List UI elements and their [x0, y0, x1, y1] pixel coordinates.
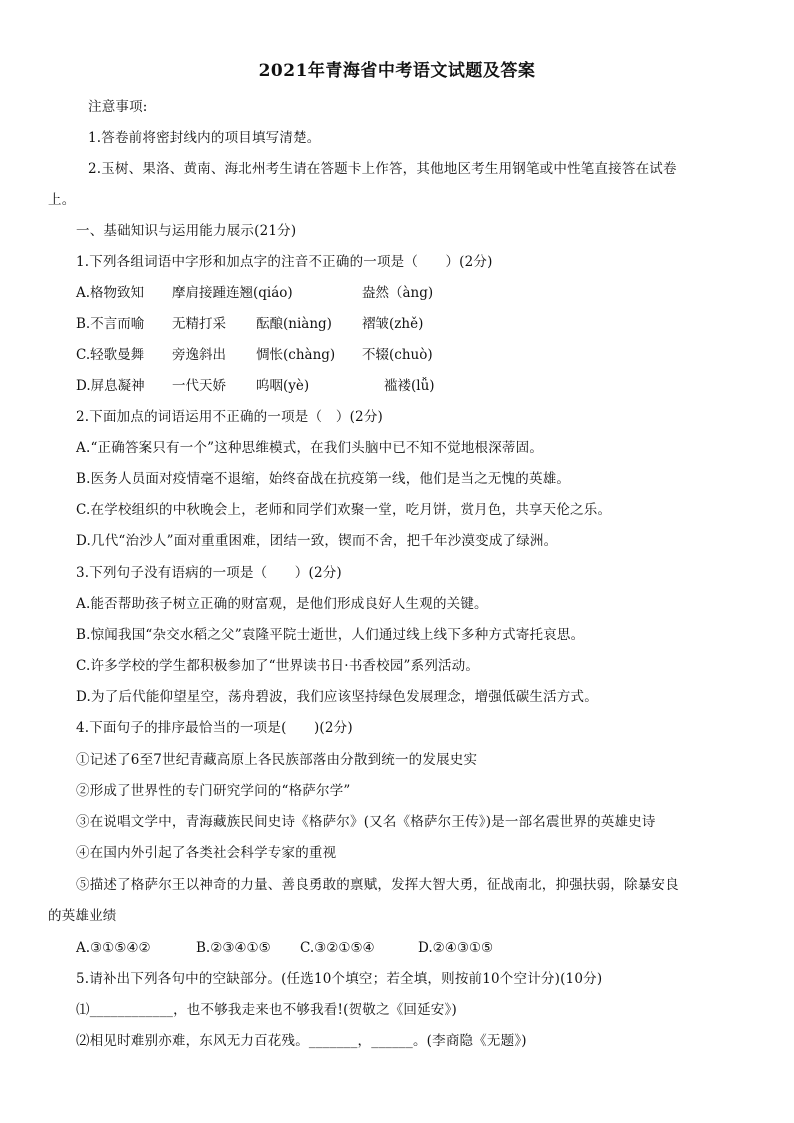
- q1-option-c-word4: 不辍(chuò): [362, 347, 433, 363]
- q4-item-3: ③在说唱文学中，青海藏族民间史诗《格萨尔》(又名《格萨尔王传》)是一部名震世界的英雄史诗: [76, 814, 656, 830]
- notice-item-1: 1.答卷前将密封线内的项目填写清楚。: [88, 130, 321, 146]
- q2-option-b: B.医务人员面对疫情毫不退缩，始终奋战在抗疫第一线，他们是当之无愧的英雄。: [76, 471, 571, 487]
- question-3-stem: 3.下列句子没有语病的一项是（ ）(2分): [76, 565, 342, 581]
- q4-item-2: ②形成了世界性的专门研究学问的“格萨尔学”: [76, 783, 351, 799]
- q4-choice-d: D.②④③①⑤: [418, 940, 494, 956]
- q2-option-d: D.几代“治沙人”面对重重困难，团结一致，锲而不舍，把千年沙漠变成了绿洲。: [76, 533, 558, 549]
- q3-option-b: B.惊闻我国“杂交水稻之父”袁隆平院士逝世，人们通过线上线下多种方式寄托哀思。: [76, 627, 585, 643]
- q3-option-c: C.许多学校的学生都积极参加了“世界读书日·书香校园”系列活动。: [76, 658, 480, 674]
- q2-option-c: C.在学校组织的中秋晚会上，老师和同学们欢聚一堂，吃月饼，赏月色，共享天伦之乐。: [76, 502, 612, 518]
- q1-option-a-word1: A.格物致知: [76, 285, 145, 301]
- q1-option-d-word3: 呜咽(yè): [256, 378, 310, 394]
- q1-option-b-word4: 褶皱(zhě): [362, 316, 424, 332]
- question-1-stem: 1.下列各组词语中字形和加点字的注音不正确的一项是（ ）(2分): [76, 254, 493, 270]
- q1-option-c-word3: 惆怅(chàng): [256, 347, 336, 363]
- q2-option-a: A.“正确答案只有一个”这种思维模式，在我们头脑中已不知不觉地根深蒂固。: [76, 440, 544, 456]
- q3-option-d: D.为了后代能仰望星空，荡舟碧波，我们应该坚持绿色发展理念，增强低碳生活方式。: [76, 689, 598, 705]
- question-4-stem: 4.下面句子的排序最恰当的一项是( )(2分): [76, 720, 353, 736]
- q4-item-4: ④在国内外引起了各类社会科学专家的重视: [76, 845, 337, 861]
- q1-option-b-word2: 无精打采: [172, 316, 226, 332]
- q4-choice-c: C.③②①⑤④: [300, 940, 375, 956]
- q5-item-1: ⑴____________，也不够我走来也不够我看!(贺敬之《回延安》): [76, 1002, 457, 1018]
- q1-option-a-word3: 盎然（àng): [362, 285, 434, 301]
- notice-heading: 注意事项:: [88, 99, 148, 115]
- q3-option-a: A.能否帮助孩子树立正确的财富观，是他们形成良好人生观的关键。: [76, 596, 488, 612]
- q4-choice-a: A.③①⑤④②: [76, 940, 151, 956]
- question-2-stem: 2.下面加点的词语运用不正确的一项是（ ）(2分): [76, 409, 384, 425]
- q5-item-2: ⑵相见时难别亦难，东风无力百花残。_______，______。(李商隐《无题》): [76, 1033, 527, 1049]
- q1-option-b-word3: 酝酿(niàng): [256, 316, 332, 332]
- q4-choice-b: B.②③④①⑤: [196, 940, 271, 956]
- question-5-stem: 5.请补出下列各句中的空缺部分。(任选10个填空；若全填，则按前10个空计分)(10分): [76, 971, 603, 987]
- q4-item-1: ①记述了6至7世纪青藏高原上各民族部落由分散到统一的发展史实: [76, 752, 478, 768]
- q1-option-b-word1: B.不言而喻: [76, 316, 145, 332]
- page-title: 2021年青海省中考语文试题及答案: [258, 61, 536, 81]
- q1-option-d-word4: 褴褛(lǚ): [384, 378, 435, 394]
- q1-option-d-word2: 一代天娇: [172, 378, 226, 394]
- q1-option-d-word1: D.屏息凝神: [76, 378, 145, 394]
- q1-option-c-word2: 旁逸斜出: [172, 347, 226, 363]
- notice-item-2-continued: 上。: [48, 192, 76, 208]
- notice-item-2: 2.玉树、果洛、黄南、海北州考生请在答题卡上作答，其他地区考生用钢笔或中性笔直接答在试卷: [88, 161, 677, 177]
- q1-option-c-word1: C.轻歌曼舞: [76, 347, 145, 363]
- q1-option-a-word2: 摩肩接踵连翘(qiáo): [172, 285, 293, 301]
- q4-item-5-continued: 的英雄业绩: [48, 908, 117, 924]
- q4-item-5: ⑤描述了格萨尔王以神奇的力量、善良勇敢的禀赋，发挥大智大勇，征战南北，抑强扶弱，除暴安良: [76, 877, 679, 893]
- section-heading: 一、基础知识与运用能力展示(21分): [76, 223, 297, 239]
